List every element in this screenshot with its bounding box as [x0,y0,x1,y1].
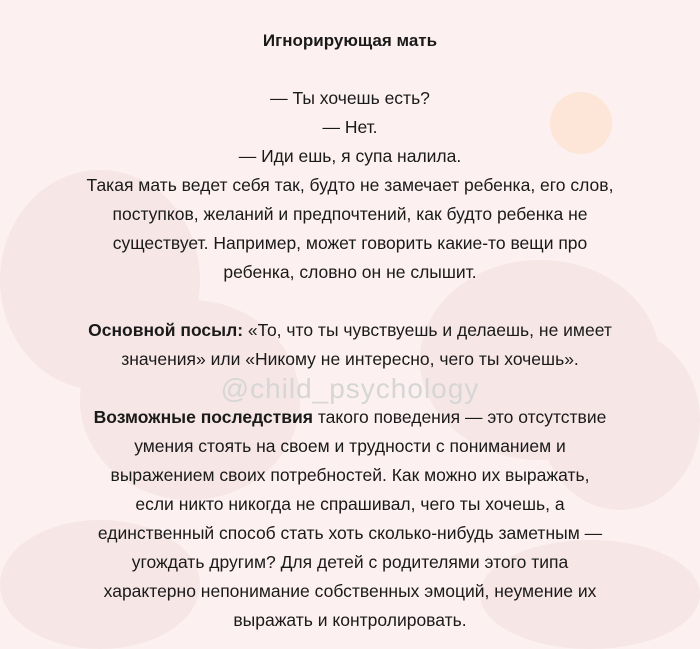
watermark: @child_psychology [220,373,480,404]
dialogue-line: — Ты хочешь есть? [270,88,430,108]
consequences-line: единственный способ стать хоть сколько-нибудь заметным — [97,523,603,543]
title: Игнорирующая мать [262,31,438,50]
message-label: Основной посыл: [88,320,244,340]
consequences-line: характерно непонимание собственных эмоций, неумение их [103,581,597,601]
message-text: «То, что ты чувствуешь и делаешь, не имеет [243,320,612,340]
description-line: ребенка, словно он не слышит. [223,262,477,282]
consequences-line: выражением своих потребностей. Как можно их выражать, [110,465,590,485]
consequences-line [10,403,690,432]
consequences-line: если никто никогда не спрашивал, чего ты хочешь, а [135,494,565,514]
message-line: значения» или «Никому не интересно, чего ты хочешь». [121,349,579,369]
consequences-line: выражать и контролировать. [233,610,467,630]
description-line: существует. Например, может говорить какие-то вещи про [112,233,588,253]
message-line [10,316,690,345]
article [10,26,690,635]
consequences-text: такого поведения — это отсутствие [312,407,607,427]
dialogue-line: — Нет. [322,117,378,137]
consequences-label: Возможные последствия [93,407,313,427]
description-line: Такая мать ведет себя так, будто не замечает ребенка, его слов, [86,175,614,195]
dialogue-line: — Иди ешь, я супа налила. [238,146,462,166]
consequences-line: умения стоять на своем и трудности с пониманием и [134,436,566,456]
consequences-line: угождать другим? Для детей с родителями этого типа [131,552,569,572]
description-line: поступков, желаний и предпочтений, как будто ребенка не [112,204,588,224]
